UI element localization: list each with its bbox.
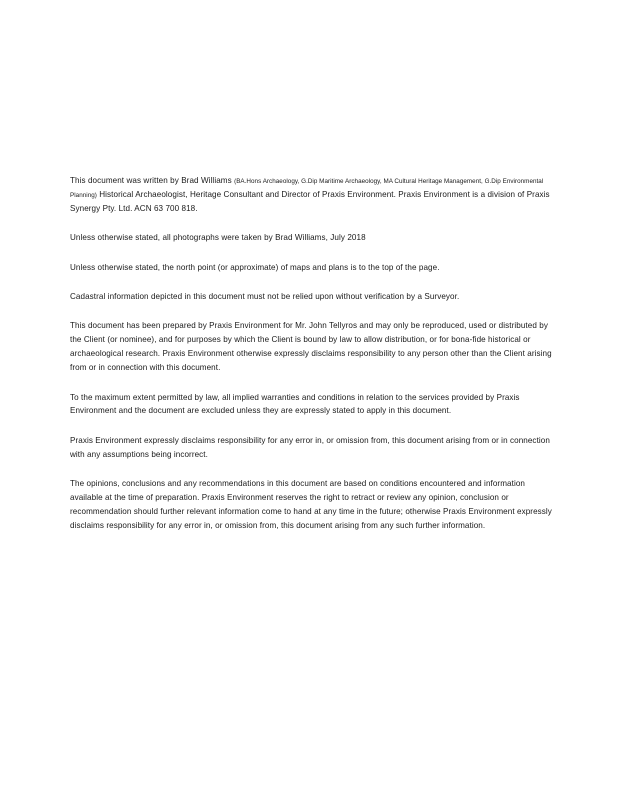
document-body (70, 174, 553, 533)
paragraph-errors-omissions (70, 434, 553, 462)
paragraph-authorship-run-2: Historical Archaeologist, Heritage Consultant and Director of Praxis Environment. Praxis Environment is a division of Praxis Synergy Pty. Ltd. ACN 63 700 818. (70, 189, 550, 213)
paragraph-opinions-conclusions (70, 477, 553, 533)
paragraph-cadastral-run-0: Cadastral information depicted in this document must not be relied upon without verification by a Surveyor. (70, 292, 460, 302)
paragraph-north-point-run-0: Unless otherwise stated, the north point (or approximate) of maps and plans is to the top of the page. (70, 262, 440, 272)
paragraph-preparation-client-run-0: This document has been prepared by Praxis Environment for Mr. John Tellyros and may only be reproduced, used or distributed by the Client (or nominee), and for purposes by which the Client is bound by law to allow distribution, or for bona-fide historical or archaeological research. Praxis Environment otherwise expressly disclaims responsibility to any person other than the Client arising from or in connection with this document. (70, 321, 552, 373)
paragraph-opinions-conclusions-run-0: The opinions, conclusions and any recommendations in this document are based on conditions encountered and information available at the time of preparation. Praxis Environment reserves the right to retract or review any opinion, conclusion or recommendation should further relevant information come to hand at any time in the future; otherwise Praxis Environment expressly disclaims responsibility for any error in, or omission from, this document arising from any such further information. (70, 479, 552, 530)
paragraph-warranties (70, 391, 553, 419)
paragraph-errors-omissions-run-0: Praxis Environment expressly disclaims responsibility for any error in, or omission from, this document arising from or in connection with any assumptions being incorrect. (70, 435, 550, 459)
paragraph-photographs (70, 231, 553, 245)
paragraph-authorship (70, 174, 553, 216)
paragraph-photographs-run-0: Unless otherwise stated, all photographs were taken by Brad Williams, July 2018 (70, 233, 366, 243)
paragraph-authorship-run-0: This document was written by Brad Williams (70, 176, 235, 185)
paragraph-north-point (70, 261, 553, 275)
paragraph-warranties-run-0: To the maximum extent permitted by law, all implied warranties and conditions in relation to the services provided by Praxis Environment and the document are excluded unless they are expressly stated to apply in this document. (70, 392, 520, 416)
paragraph-authorship-run-1: (BA.Hons Archaeology, G.Dip Maritime Archaeology, MA Cultural Heritage Management, G.Dip Environmental Planning) (70, 178, 544, 199)
paragraph-cadastral (70, 290, 553, 304)
paragraph-preparation-client (70, 319, 553, 375)
